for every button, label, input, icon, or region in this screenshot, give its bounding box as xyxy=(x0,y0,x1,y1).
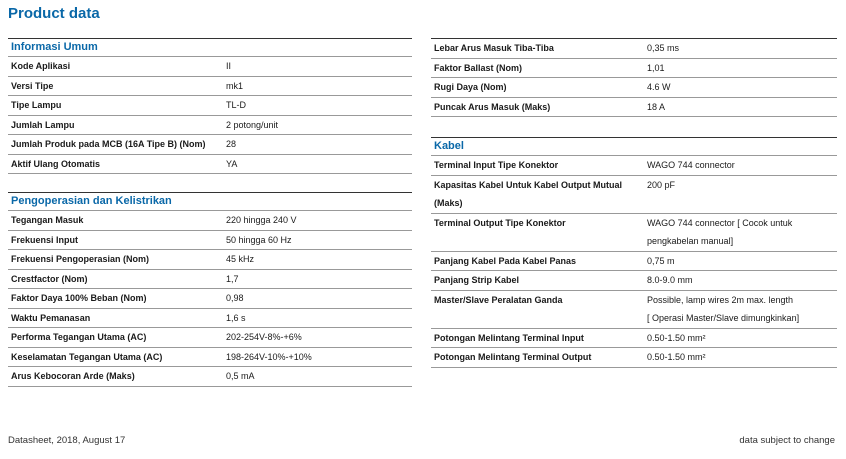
table-row xyxy=(431,214,837,252)
row-label: Frekuensi Input xyxy=(11,234,79,245)
row-value: mk1 xyxy=(226,80,244,91)
row-value: 45 kHz xyxy=(226,254,255,264)
row-value: 18 A xyxy=(647,101,666,112)
row-label: Lebar Arus Masuk Tiba-Tiba xyxy=(434,43,554,53)
table-row xyxy=(431,98,837,118)
row-value-line: WAGO 744 connector [ Cocok untuk xyxy=(647,217,793,228)
page-title: Product data xyxy=(8,5,100,22)
row-value-line: [ Operasi Master/Slave dimungkinkan] xyxy=(647,313,800,323)
row-label: Potongan Melintang Terminal Input xyxy=(434,332,584,343)
table-row xyxy=(8,289,412,309)
table-row xyxy=(8,270,412,290)
table-row xyxy=(431,156,837,176)
row-label: Aktif Ulang Otomatis xyxy=(11,158,101,169)
row-label: Jumlah Produk pada MCB (16A Tipe B) (Nom) xyxy=(11,139,206,149)
row-value: 220 hingga 240 V xyxy=(226,215,297,225)
row-label: Waktu Pemanasan xyxy=(11,312,91,323)
row-value: 0,75 m xyxy=(647,255,675,266)
row-label: Versi Tipe xyxy=(11,80,54,91)
row-value: 0,98 xyxy=(226,293,244,303)
row-label: Arus Kebocoran Arde (Maks) xyxy=(11,371,135,381)
row-label: Faktor Daya 100% Beban (Nom) xyxy=(11,293,147,303)
table-row xyxy=(431,176,837,214)
table-row xyxy=(431,348,837,368)
row-label: Performa Tegangan Utama (AC) xyxy=(11,332,147,342)
row-label: Potongan Melintang Terminal Output xyxy=(434,352,592,362)
table-row xyxy=(8,231,412,251)
row-value xyxy=(644,214,837,251)
row-label: Faktor Ballast (Nom) xyxy=(434,62,523,73)
row-value: TL-D xyxy=(226,100,246,110)
table-row xyxy=(8,250,412,270)
left-column xyxy=(8,38,412,387)
row-value: 50 hingga 60 Hz xyxy=(226,234,292,245)
table-row xyxy=(8,211,412,231)
section-kabel xyxy=(431,137,837,368)
row-label: Crestfactor (Nom) xyxy=(11,273,88,284)
section-electrical-continued xyxy=(431,38,837,117)
row-label: Panjang Kabel Pada Kabel Panas xyxy=(434,255,577,266)
table-row xyxy=(8,367,412,387)
row-label-line: (Maks) xyxy=(434,198,463,208)
row-label: Kode Aplikasi xyxy=(11,61,71,71)
section-heading: Pengoperasian dan Kelistrikan xyxy=(8,193,412,211)
row-value: 1,01 xyxy=(647,62,665,73)
footer-disclaimer: data subject to change xyxy=(739,435,835,446)
section-heading: Informasi Umum xyxy=(8,39,412,57)
row-value: 4.6 W xyxy=(647,82,671,92)
footer-date: Datasheet, 2018, August 17 xyxy=(8,435,126,446)
row-value: 0.50-1.50 mm² xyxy=(647,352,706,362)
row-label: Terminal Output Tipe Konektor xyxy=(434,217,566,228)
row-value: 0,5 mA xyxy=(226,371,255,381)
table-row xyxy=(431,329,837,349)
table-row xyxy=(8,348,412,368)
row-label: Keselamatan Tegangan Utama (AC) xyxy=(11,351,163,362)
row-value: 0.50-1.50 mm² xyxy=(647,332,706,343)
section-heading: Kabel xyxy=(431,138,837,156)
row-value-line: Possible, lamp wires 2m max. length xyxy=(647,294,794,305)
row-value: 8.0-9.0 mm xyxy=(647,275,693,285)
row-value: 0,35 ms xyxy=(647,43,680,53)
row-value: II xyxy=(226,61,232,71)
row-label: Terminal Input Tipe Konektor xyxy=(434,160,559,170)
table-row xyxy=(8,328,412,348)
row-label: Rugi Daya (Nom) xyxy=(434,82,507,92)
row-label-line: Kapasitas Kabel Untuk Kabel Output Mutual xyxy=(434,179,623,190)
table-row xyxy=(8,116,412,136)
table-row xyxy=(8,155,412,175)
row-value: 198-264V-10%-+10% xyxy=(226,351,312,362)
table-row xyxy=(8,77,412,97)
row-value: YA xyxy=(226,158,238,169)
row-label: Panjang Strip Kabel xyxy=(434,275,520,285)
row-label: Master/Slave Peralatan Ganda xyxy=(434,294,563,305)
section-pengoperasian xyxy=(8,192,412,387)
table-row xyxy=(8,57,412,77)
row-label: Puncak Arus Masuk (Maks) xyxy=(434,101,551,112)
row-value: WAGO 744 connector xyxy=(647,160,735,170)
table-row xyxy=(8,135,412,155)
row-value xyxy=(644,291,837,328)
row-label: Jumlah Lampu xyxy=(11,119,75,130)
row-label: Frekuensi Pengoperasian (Nom) xyxy=(11,254,150,264)
row-value: 1,6 s xyxy=(226,312,246,323)
table-row xyxy=(431,39,837,59)
table-row xyxy=(8,96,412,116)
table-row xyxy=(431,59,837,79)
row-value: 2 potong/unit xyxy=(226,119,279,130)
row-value: 200 pF xyxy=(647,179,676,190)
row-value: 1,7 xyxy=(226,273,239,284)
table-row xyxy=(431,252,837,272)
table-row xyxy=(8,309,412,329)
section-informasi-umum xyxy=(8,38,412,174)
row-label xyxy=(431,176,644,213)
row-value-line: pengkabelan manual] xyxy=(647,236,734,246)
right-column xyxy=(431,38,837,368)
row-value: 28 xyxy=(226,139,237,149)
table-row xyxy=(431,291,837,329)
table-row xyxy=(431,78,837,98)
row-label: Tegangan Masuk xyxy=(11,215,84,225)
row-label: Tipe Lampu xyxy=(11,100,62,110)
row-value: 202-254V-8%-+6% xyxy=(226,332,302,342)
table-row xyxy=(431,271,837,291)
